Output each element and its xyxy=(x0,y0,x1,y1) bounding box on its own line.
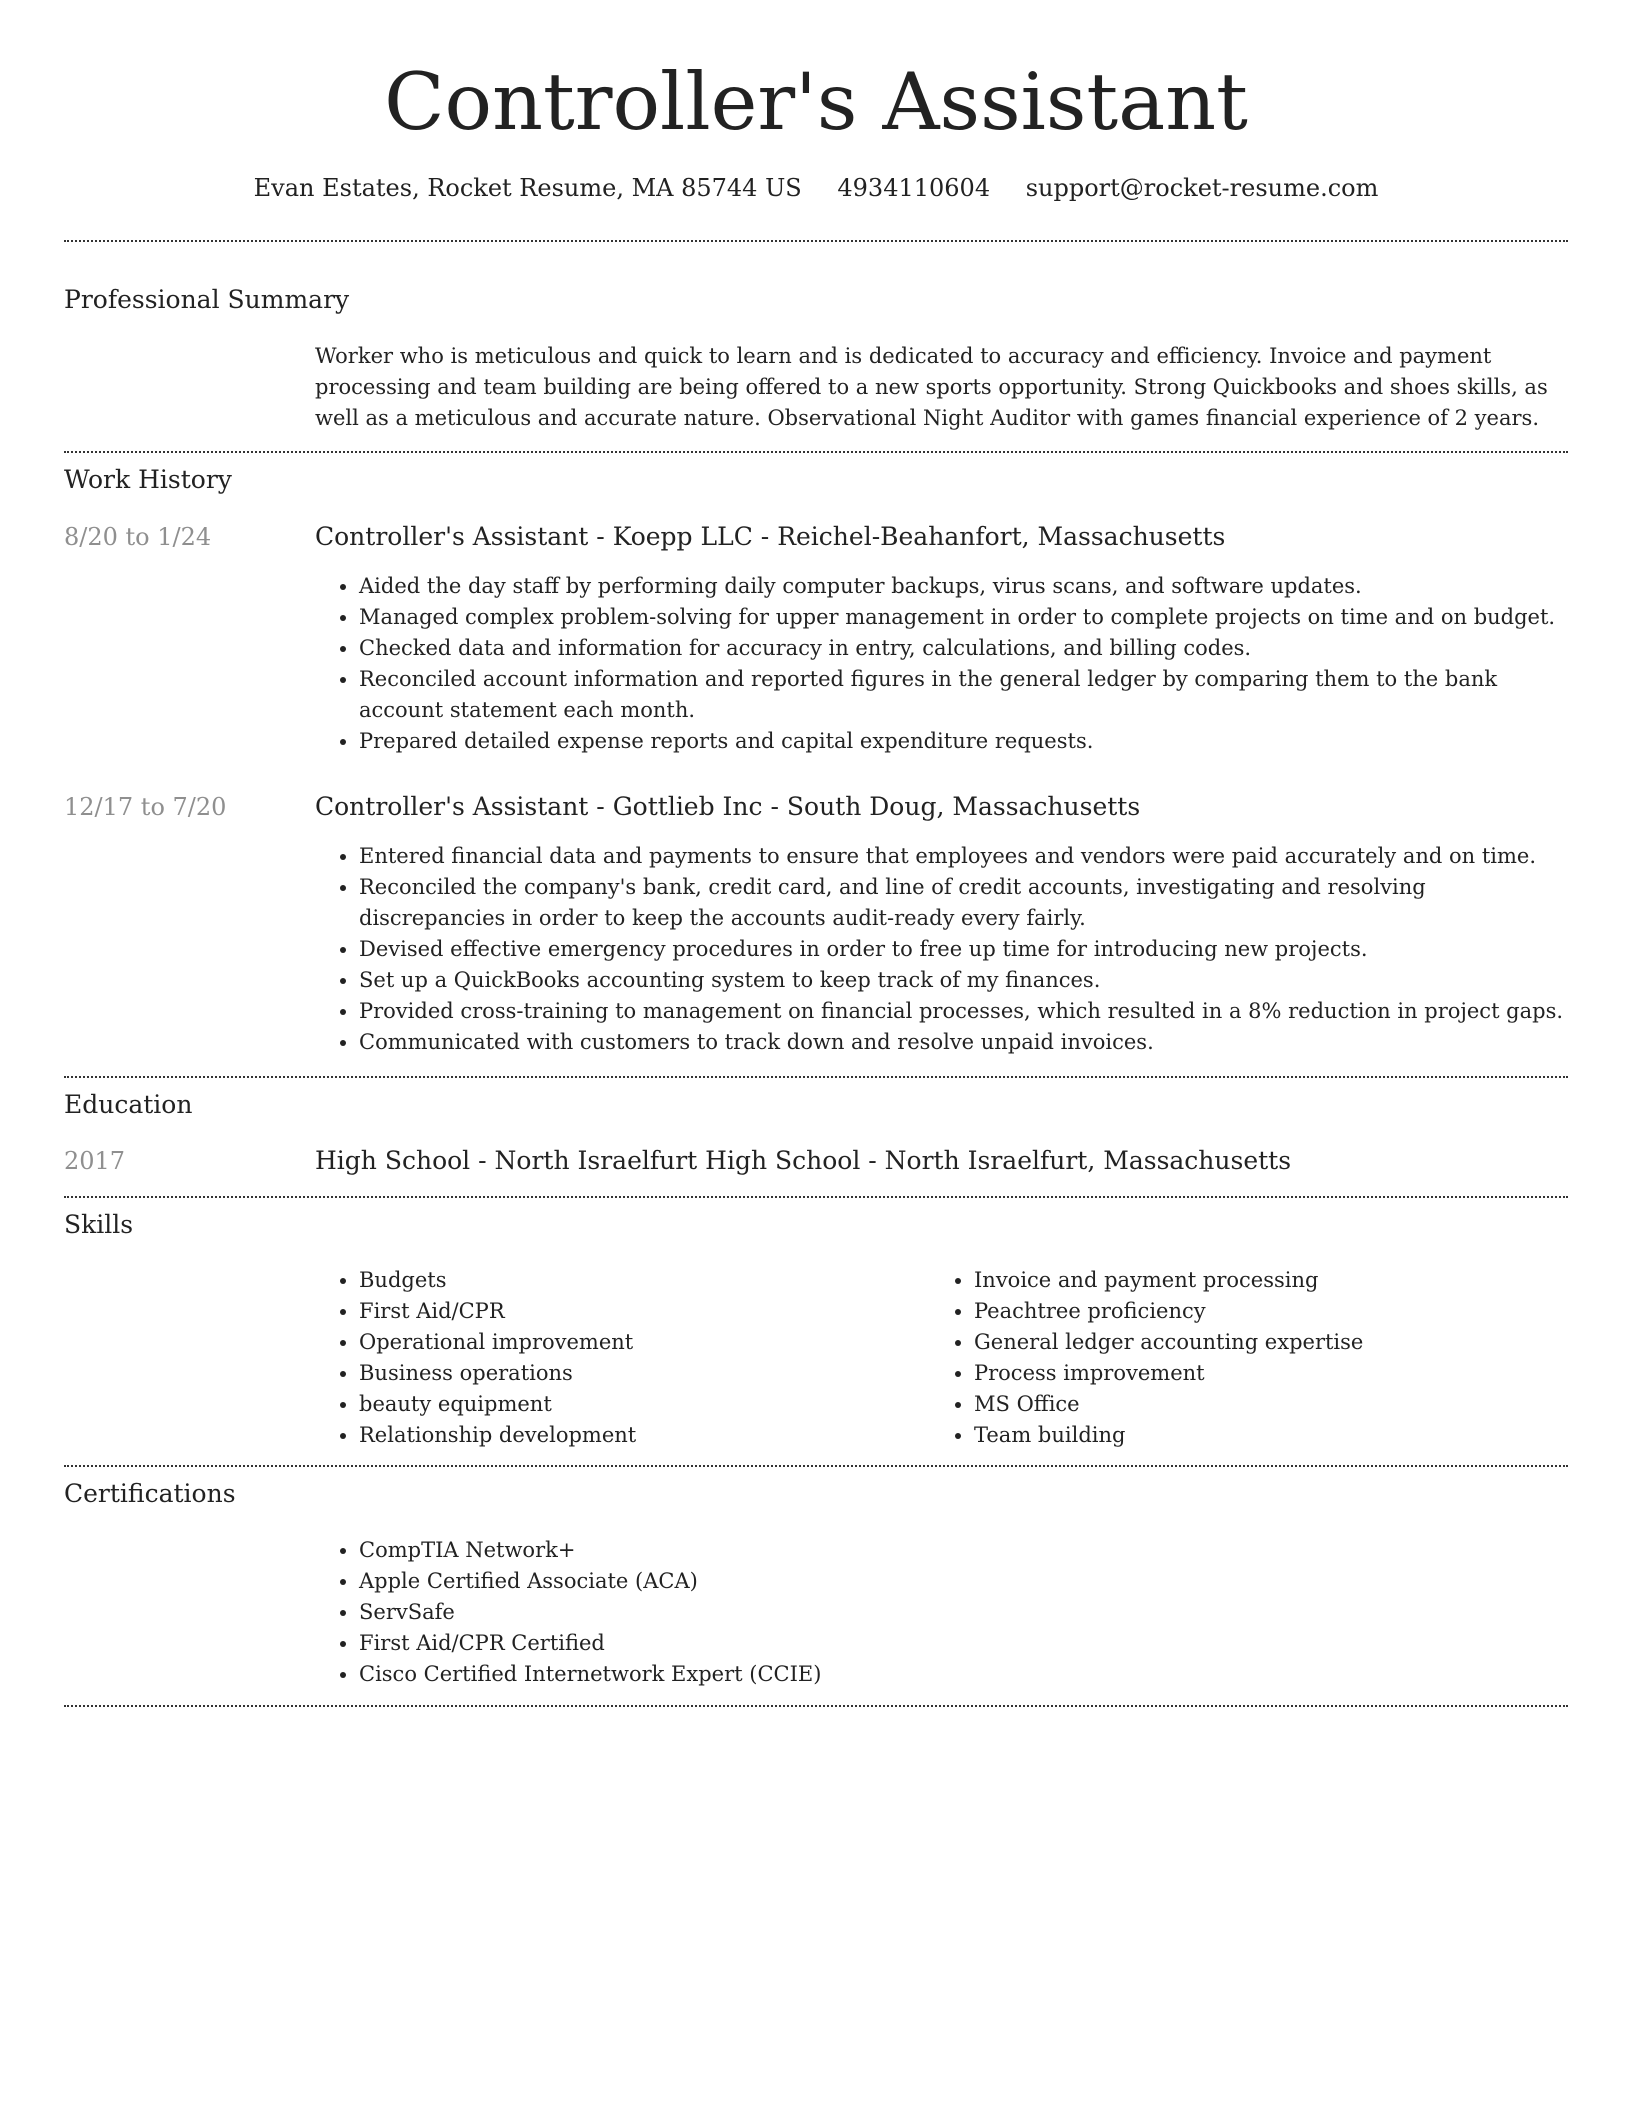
list-item: • Peachtree proficiency xyxy=(974,1296,1564,1327)
education-entry: High School - North Israelfurt High School - North Israelfurt, Massachusetts xyxy=(315,1146,1292,1175)
summary-heading: Professional Summary xyxy=(64,285,350,314)
job-1-company: Koepp LLC xyxy=(612,522,753,551)
section-divider xyxy=(64,1076,1568,1078)
list-item: • Entered financial data and payments to ensure that employees and vendors were paid accurately and on time. xyxy=(359,841,1565,872)
section-divider xyxy=(64,1196,1568,1198)
skills-heading: Skills xyxy=(64,1210,134,1239)
contact-email: support@rocket-resume.com xyxy=(1025,174,1379,202)
section-divider xyxy=(64,240,1568,242)
section-divider xyxy=(64,1705,1568,1707)
list-item: • Apple Certified Associate (ACA) xyxy=(359,1566,1565,1597)
list-item: • MS Office xyxy=(974,1389,1564,1420)
skills-list-right xyxy=(930,1265,1564,1451)
contact-line xyxy=(64,171,1568,205)
job-1-location: Reichel-Beahanfort, Massachusetts xyxy=(777,522,1226,551)
list-item: • Reconciled account information and reported figures in the general ledger by comparing them to the bank account statement each month. xyxy=(359,664,1565,726)
summary-text: Worker who is meticulous and quick to learn and is dedicated to accuracy and efficiency. Invoice and payment processing and team building are being offered to a new sports opportunity. Strong Quickbooks and shoes skills, as well as a meticulous and accurate nature. Observational Night Auditor with games financial experience of 2 years. xyxy=(315,344,1548,430)
list-item: • Provided cross-training to management on financial processes, which resulted in a 8% reduction in project gaps. xyxy=(359,996,1565,1027)
certifications-heading: Certifications xyxy=(64,1479,236,1508)
list-item: • Invoice and payment processing xyxy=(974,1265,1564,1296)
contact-phone: 4934110604 xyxy=(837,174,991,202)
list-item: • Communicated with customers to track down and resolve unpaid invoices. xyxy=(359,1027,1565,1058)
list-item: • ServSafe xyxy=(359,1597,1565,1628)
education-heading: Education xyxy=(64,1090,193,1119)
list-item: • General ledger accounting expertise xyxy=(974,1327,1564,1358)
list-item: • beauty equipment xyxy=(359,1389,919,1420)
list-item: • Process improvement xyxy=(974,1358,1564,1389)
contact-address: Evan Estates, Rocket Resume, MA 85744 US xyxy=(253,174,802,202)
list-item: • Checked data and information for accuracy in entry, calculations, and billing codes. xyxy=(359,633,1565,664)
job-2-dates: 12/17 to 7/20 xyxy=(64,793,227,821)
list-item: • Team building xyxy=(974,1420,1564,1451)
job-2-title: Controller's Assistant xyxy=(315,792,589,821)
education-degree: High School xyxy=(315,1146,471,1175)
list-item: • Operational improvement xyxy=(359,1327,919,1358)
section-divider xyxy=(64,1465,1568,1467)
work-history-heading: Work History xyxy=(64,465,232,494)
list-item: • Set up a QuickBooks accounting system to keep track of my finances. xyxy=(359,965,1565,996)
job-1-title: Controller's Assistant xyxy=(315,522,589,551)
job-1-dates: 8/20 to 1/24 xyxy=(64,523,212,551)
resume-title: Controller's Assistant xyxy=(384,56,1248,148)
section-divider xyxy=(64,451,1568,453)
job-1-heading: Controller's Assistant - Koepp LLC - Reichel-Beahanfort, Massachusetts xyxy=(315,522,1226,551)
list-item: • Aided the day staff by performing daily computer backups, virus scans, and software updates. xyxy=(359,571,1565,602)
education-location: North Israelfurt, Massachusetts xyxy=(884,1146,1292,1175)
list-item: • Budgets xyxy=(359,1265,919,1296)
job-2-heading: Controller's Assistant - Gottlieb Inc - South Doug, Massachusetts xyxy=(315,792,1141,821)
list-item: • Business operations xyxy=(359,1358,919,1389)
list-item: • Managed complex problem-solving for upper management in order to complete projects on time and on budget. xyxy=(359,602,1565,633)
list-item: • First Aid/CPR xyxy=(359,1296,919,1327)
list-item: • Relationship development xyxy=(359,1420,919,1451)
certifications-list xyxy=(315,1535,1565,1690)
list-item: • Cisco Certified Internetwork Expert (CCIE) xyxy=(359,1659,1565,1690)
job-2-location: South Doug, Massachusetts xyxy=(786,792,1141,821)
list-item: • First Aid/CPR Certified xyxy=(359,1628,1565,1659)
job-1-bullets xyxy=(315,571,1565,757)
skills-list-left xyxy=(315,1265,919,1451)
list-item: • Reconciled the company's bank, credit card, and line of credit accounts, investigating and resolving discrepancies in order to keep the accounts audit-ready every fairly. xyxy=(359,872,1565,934)
list-item: • Devised effective emergency procedures in order to free up time for introducing new projects. xyxy=(359,934,1565,965)
education-school: North Israelfurt High School xyxy=(494,1146,861,1175)
list-item: • CompTIA Network+ xyxy=(359,1535,1565,1566)
job-2-company: Gottlieb Inc xyxy=(612,792,763,821)
education-year: 2017 xyxy=(64,1147,126,1175)
job-2-bullets xyxy=(315,841,1565,1058)
list-item: • Prepared detailed expense reports and capital expenditure requests. xyxy=(359,726,1565,757)
